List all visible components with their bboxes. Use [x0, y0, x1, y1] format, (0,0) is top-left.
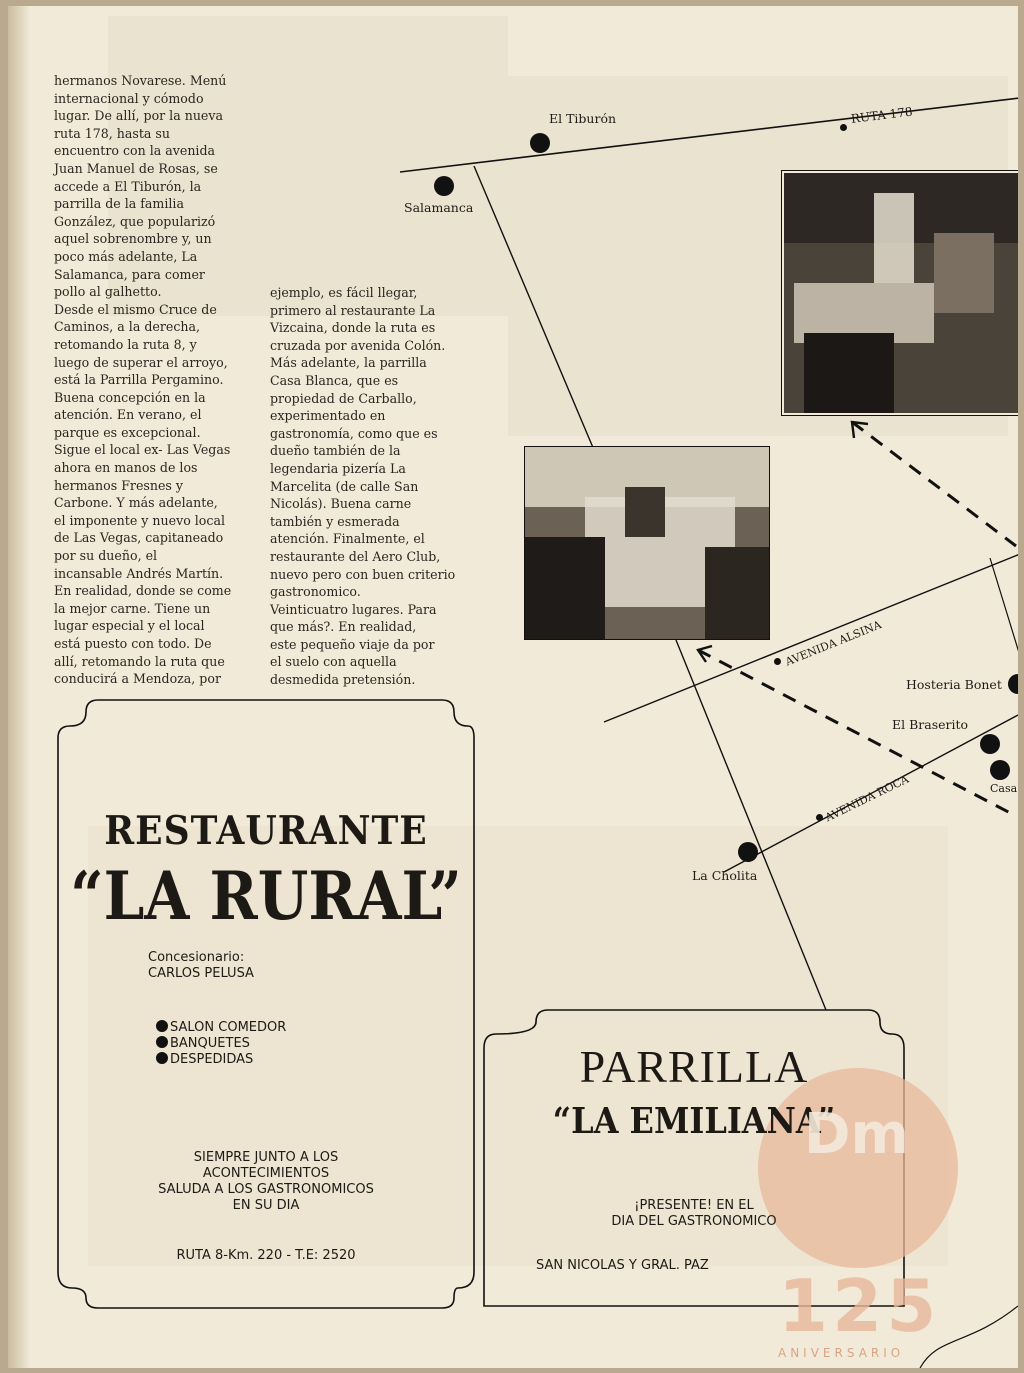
salamanca-label: Salamanca	[404, 200, 474, 215]
ad-emiliana-name: “LA EMILIANA”	[552, 1100, 836, 1142]
article-column-1: hermanos Novarese. Menú internacional y cómodo lugar. De allí, por la nueva ruta 178, hasta su encuentro con la avenida Juan Manuel de Rosas, se accede a El Tiburón, la parrilla de la familia González, que popularizó aquel sobrenombre y, un poco más adelante, La Salamanca, para comer pollo al galhetto. Desde el mismo Cruce de Caminos, a la derecha, retomando la ruta 8, y luego de superar el arroyo, está la Parrilla Pergamino. Buena concepción en la atención. En verano, el parque es excepcional. Sigue el local ex- Las Vegas ahora en manos de los hermanos Fresnes y Carbone. Y más adelante, el imponente y nuevo local de Las Vegas, capitaneado por su dueño, el incansable Andrés Martín. En realidad, donde se come la mejor carne. Tiene un lugar especial y el local está puesto con todo. De allí, retomando la ruta que conducirá a Mendoza, por	[54, 73, 232, 687]
ad-emiliana-greeting-1: ¡PRESENTE! EN EL	[634, 1198, 754, 1213]
ad-rural-service-1: SALON COMEDOR	[156, 1020, 286, 1035]
anniversary-logo-letters: Dm	[804, 1102, 909, 1167]
ad-rural-service-3: DESPEDIDAS	[156, 1052, 253, 1067]
ruta178-label: RUTA 178	[850, 104, 914, 126]
ad-emiliana-address: SAN NICOLAS Y GRAL. PAZ	[536, 1258, 709, 1273]
ad-rural-address: RUTA 8-Km. 220 - T.E: 2520	[176, 1248, 356, 1263]
hosteria-label: Hosteria Bonet	[906, 677, 1002, 692]
cholita-label: La Cholita	[692, 868, 758, 883]
ad-rural-service-2: BANQUETES	[156, 1036, 250, 1051]
ad-rural-name: “LA RURAL”	[70, 856, 462, 936]
ad-rural-greeting-1: SIEMPRE JUNTO A LOS	[193, 1150, 339, 1165]
anniversary-logo-word: ANIVERSARIO	[778, 1346, 905, 1360]
ad-emiliana-greeting-2: DIA DEL GASTRONOMICO	[611, 1214, 777, 1229]
alsina-label: AVENIDA ALSINA	[783, 618, 884, 669]
ad-rural-greeting-3: SALUDA A LOS GASTRONOMICOS	[158, 1182, 374, 1197]
ad-rural-concesionario-name: CARLOS PELUSA	[148, 966, 254, 981]
tiburon-label: El Tiburón	[549, 111, 617, 126]
ad-rural-greeting-2: ACONTECIMIENTOS	[202, 1166, 330, 1181]
ad-rural-concesionario-label: Concesionario:	[148, 950, 245, 965]
roca-label: AVENIDA ROCA	[823, 772, 911, 825]
braserito-label: El Braserito	[892, 717, 969, 732]
ad-rural-title: RESTAURANTE	[104, 807, 428, 855]
ad-emiliana-title: PARRILLA	[579, 1041, 809, 1092]
article-column-2: ejemplo, es fácil llegar, primero al restaurante La Vizcaina, donde la ruta es cruzada por avenida Colón. Más adelante, la parrilla Casa Blanca, que es propiedad de Carballo, experimentado en gastronomía, como que es dueño también de la legendaria pizería La Marcelita (de calle San Nicolás). Buena carne también y esmerada atención. Finalmente, el restaurante del Aero Club, nuevo pero con buen criterio gastronomico. Veinticuatro lugares. Para que más?. En realidad, este pequeño viaje da por el suelo con aquella desmedida pretensión.	[270, 285, 456, 688]
magazine-page	[8, 6, 1018, 1368]
anniversary-logo-number: 125	[778, 1264, 941, 1348]
casa-label: Casa	[990, 782, 1018, 795]
ad-rural-greeting-4: EN SU DIA	[232, 1198, 300, 1213]
